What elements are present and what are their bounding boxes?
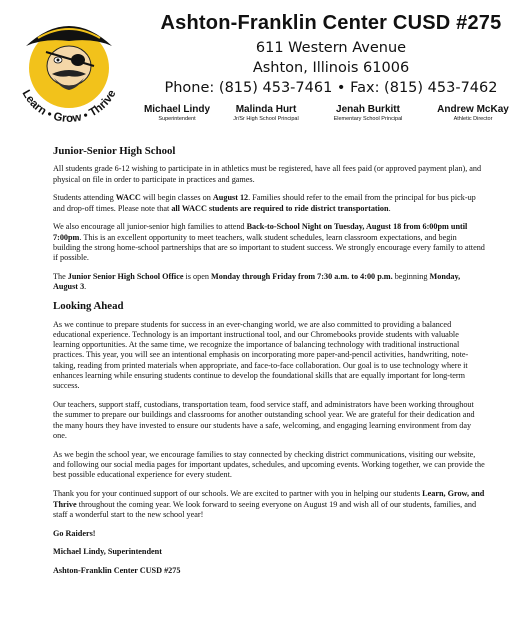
staff-title: Elementary School Principal	[333, 116, 403, 122]
technology-paragraph: As we continue to prepare students for success in an ever-changing world, we are also committed to providing a balanced educational experience. Technology is an important instructional tool, and our Chromebooks provide students with valuable learning opportunities. At the same time, we recognize the importance of balancing technology with traditional instructional practices. This year, you will see an intentional emphasis on incorporating more paper-and-pencil activities, handwriting, note-taking, reading from printed materials when appropriate, and face-to-face collaboration. Our goal is to use technology where it enhances learning while ensuring students continue to develop the foundational skills that are equally important for long-term success.	[53, 319, 469, 391]
staff-superintendent	[134, 104, 220, 122]
office-hours-paragraph: The Junior Senior High School Office is open Monday through Friday from 7:30 a.m. to 4:00 p.m. beginning Monday, August 3.	[53, 272, 461, 292]
athletics-paragraph: All students grade 6-12 wishing to participate in in athletics must be registered, have all fees paid (or approved payment plan), and physical on file in order to participate in practices and games.	[53, 164, 482, 184]
staff-name: Malinda Hurt	[235, 104, 297, 115]
street-address: 611 Western Avenue	[255, 40, 407, 56]
logo-motto: Learn • Grow • Thrive	[19, 88, 119, 125]
org-name: Ashton-Franklin Center CUSD #275	[160, 12, 502, 34]
closing-paragraph: Thank you for your continued support of our schools. We are excited to partner with you in helping our students Learn, Grow, and Thrive throughout the coming year. We look forward to seeing everyone on August 19 and wish all of our students, families, and staff a wonderful start to the new school year!	[53, 489, 485, 519]
staff-title: Athletic Director	[453, 116, 493, 122]
staff-name: Jenah Burkitt	[336, 104, 400, 115]
section-heading-looking-ahead: Looking Ahead	[53, 300, 124, 313]
signature-org: Ashton-Franklin Center CUSD #275	[53, 566, 181, 576]
wacc-paragraph: Students attending WACC will begin classes on August 12. Families should refer to the email from the principal for bus pick-up and drop-off times. Please note that all WACC students are required to ride district transportation.	[53, 193, 476, 213]
back-to-school-paragraph: We also encourage all junior-senior high families to attend Back-to-School Night on Tuesday, August 18 from 6:00pm until 7:00pm. This is an excellent opportunity to meet teachers, walk student schedules, learn classroom expectations, and begin building the strong home-school partnerships that are so important to student success. We strongly encourage every family to attend if possible.	[53, 222, 485, 263]
staff-thanks-paragraph: Our teachers, support staff, custodians, transportation team, food service staff, and administrators have been working throughout the summer to prepare our buildings and classrooms for another outstanding school year. We are grateful for their dedication and the many hours they have invested to ensure our students have a safe, welcoming, and engaging learning environment from day one.	[53, 400, 475, 441]
go-raiders: Go Raiders!	[53, 528, 96, 538]
staff-title: Jr/Sr High School Principal	[233, 116, 299, 122]
staff-hs-principal	[218, 104, 314, 122]
staff-name: Michael Lindy	[143, 104, 211, 115]
staff-name: Andrew McKay	[437, 104, 509, 115]
staff-elem-principal	[318, 104, 418, 122]
signature-name: Michael Lindy, Superintendent	[53, 547, 162, 557]
stay-connected-paragraph: As we begin the school year, we encourage families to stay connected by checking district communications, visiting our website, and following our social media pages for important updates, schedules, and upcoming events. Working together, we can provide the best possible educational experience for every student.	[53, 449, 485, 480]
city-state-zip: Ashton, Illinois 61006	[252, 60, 410, 76]
pirate-mascot-logo	[8, 8, 130, 130]
section-heading-jr-sr-high: Junior-Senior High School	[53, 145, 176, 157]
staff-title: Superintendent	[158, 116, 196, 122]
phone-fax: Phone: (815) 453-7461 • Fax: (815) 453-7462	[164, 80, 498, 96]
staff-athletic-director	[430, 104, 516, 122]
letter-body	[53, 146, 485, 585]
